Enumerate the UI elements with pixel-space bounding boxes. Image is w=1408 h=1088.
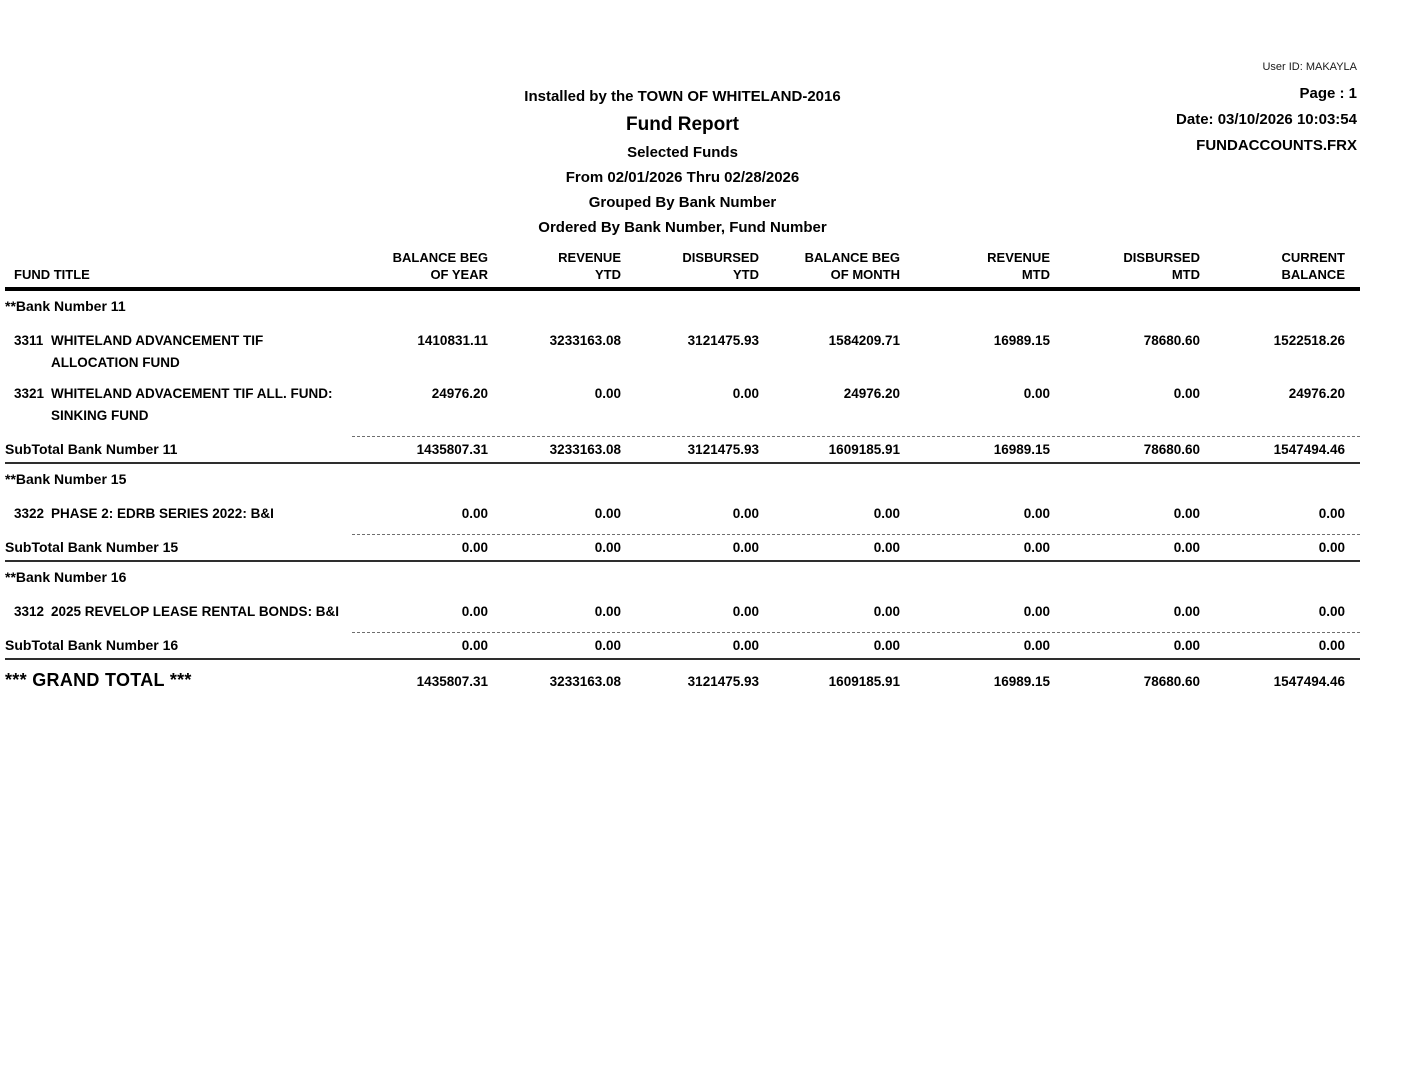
cell-current-balance: 1522518.26 <box>1273 333 1345 348</box>
fund-number: 3311 <box>14 333 44 348</box>
cell-balance-beg-year: 0.00 <box>461 638 488 653</box>
subtotal-row-bank-15 <box>5 534 1360 562</box>
report-file-name: FUNDACCOUNTS.FRX <box>1196 137 1357 154</box>
cell-revenue-mtd: 0.00 <box>1023 604 1050 619</box>
cell-balance-beg-year: 24976.20 <box>431 386 488 401</box>
installed-by-line: Installed by the TOWN OF WHITELAND-2016 <box>524 88 841 105</box>
report-meta-block <box>1176 61 1357 159</box>
cell-revenue-mtd: 0.00 <box>1023 638 1050 653</box>
header-rule <box>5 287 1360 291</box>
fund-row-3322 <box>5 503 1360 525</box>
report-title: Fund Report <box>626 114 739 135</box>
cell-revenue-ytd: 0.00 <box>594 638 621 653</box>
cell-current-balance: 0.00 <box>1318 604 1345 619</box>
cell-revenue-ytd: 3233163.08 <box>549 333 621 348</box>
col-header-balance-beg-month: BALANCE BEG OF MONTH <box>804 250 900 282</box>
fund-number: 3322 <box>14 506 45 521</box>
subtotal-row-bank-11 <box>5 436 1360 464</box>
subtotal-dashed-rule <box>352 632 1360 633</box>
subtotal-label: SubTotal Bank Number 15 <box>5 539 179 555</box>
report-subtitle: Selected Funds <box>627 144 738 161</box>
cell-current-balance: 0.00 <box>1318 540 1345 555</box>
cell-disbursed-mtd: 78680.60 <box>1143 442 1200 457</box>
cell-disbursed-mtd: 0.00 <box>1173 638 1200 653</box>
cell-balance-beg-month: 0.00 <box>873 638 900 653</box>
cell-disbursed-ytd: 0.00 <box>732 386 759 401</box>
col-header-current-balance: CURRENT BALANCE <box>1281 250 1345 282</box>
cell-disbursed-ytd: 0.00 <box>732 604 759 619</box>
subtotal-dashed-rule <box>352 534 1360 535</box>
subtotal-label: SubTotal Bank Number 16 <box>5 637 179 653</box>
fund-title: WHITELAND ADVANCEMENT TIF ALLOCATION FUND <box>51 333 264 370</box>
cell-disbursed-ytd: 0.00 <box>732 540 759 555</box>
fund-number: 3312 <box>14 604 45 619</box>
cell-disbursed-mtd: 0.00 <box>1173 604 1200 619</box>
cell-disbursed-mtd: 78680.60 <box>1143 333 1200 348</box>
cell-balance-beg-month: 0.00 <box>873 506 900 521</box>
col-header-revenue-ytd: REVENUE YTD <box>558 250 621 282</box>
bank-group-header-15: **Bank Number 15 <box>5 471 127 487</box>
cell-revenue-ytd: 0.00 <box>594 506 621 521</box>
cell-revenue-mtd: 0.00 <box>1023 540 1050 555</box>
cell-revenue-ytd: 0.00 <box>594 386 621 401</box>
cell-balance-beg-year: 0.00 <box>461 604 488 619</box>
page-number: Page : 1 <box>1299 85 1357 102</box>
subtotal-row-bank-16 <box>5 632 1360 660</box>
cell-disbursed-ytd: 0.00 <box>732 506 759 521</box>
cell-revenue-mtd: 16989.15 <box>993 674 1050 689</box>
fund-row-3312 <box>5 601 1360 623</box>
cell-revenue-ytd: 3233163.08 <box>549 674 621 689</box>
cell-disbursed-ytd: 0.00 <box>732 638 759 653</box>
grand-total-row <box>5 665 1360 691</box>
cell-disbursed-ytd: 3121475.93 <box>687 674 759 689</box>
fund-title: 2025 REVELOP LEASE RENTAL BONDS: B&I <box>51 604 340 619</box>
col-header-fund-title: FUND TITLE <box>14 267 90 282</box>
cell-balance-beg-year: 1435807.31 <box>416 674 488 689</box>
cell-current-balance: 24976.20 <box>1288 386 1345 401</box>
report-content <box>5 0 1360 1088</box>
cell-disbursed-mtd: 78680.60 <box>1143 674 1200 689</box>
report-date-range: From 02/01/2026 Thru 02/28/2026 <box>565 169 800 186</box>
report-date: Date: 03/10/2026 10:03:54 <box>1176 111 1357 128</box>
cell-revenue-ytd: 0.00 <box>594 540 621 555</box>
cell-balance-beg-month: 1584209.71 <box>828 333 900 348</box>
cell-balance-beg-month: 1609185.91 <box>828 442 900 457</box>
fund-row-3321 <box>5 383 1360 427</box>
col-header-revenue-mtd: REVENUE MTD <box>987 250 1050 282</box>
fund-title: PHASE 2: EDRB SERIES 2022: B&I <box>51 506 274 521</box>
cell-current-balance: 1547494.46 <box>1273 442 1345 457</box>
col-header-balance-beg-year: BALANCE BEG OF YEAR <box>392 250 488 282</box>
fund-row-3311 <box>5 330 1360 374</box>
cell-current-balance: 0.00 <box>1318 638 1345 653</box>
cell-revenue-mtd: 0.00 <box>1023 506 1050 521</box>
cell-revenue-mtd: 0.00 <box>1023 386 1050 401</box>
cell-disbursed-ytd: 3121475.93 <box>687 442 759 457</box>
ordered-by-line: Ordered By Bank Number, Fund Number <box>538 219 827 236</box>
cell-current-balance: 1547494.46 <box>1273 674 1345 689</box>
cell-disbursed-mtd: 0.00 <box>1173 540 1200 555</box>
cell-revenue-mtd: 16989.15 <box>993 442 1050 457</box>
grand-total-label: *** GRAND TOTAL *** <box>5 670 192 690</box>
cell-revenue-ytd: 3233163.08 <box>549 442 621 457</box>
cell-balance-beg-month: 0.00 <box>873 540 900 555</box>
cell-disbursed-mtd: 0.00 <box>1173 506 1200 521</box>
bank-group-header-11: **Bank Number 11 <box>5 298 126 314</box>
cell-balance-beg-year: 0.00 <box>461 540 488 555</box>
subtotal-dashed-rule <box>352 436 1360 437</box>
subtotal-label: SubTotal Bank Number 11 <box>5 441 178 457</box>
cell-balance-beg-year: 1435807.31 <box>416 442 488 457</box>
col-header-disbursed-ytd: DISBURSED YTD <box>682 250 759 282</box>
cell-revenue-ytd: 0.00 <box>594 604 621 619</box>
report-header <box>5 0 1360 240</box>
cell-balance-beg-year: 0.00 <box>461 506 488 521</box>
cell-balance-beg-month: 0.00 <box>873 604 900 619</box>
cell-balance-beg-month: 1609185.91 <box>828 674 900 689</box>
cell-current-balance: 0.00 <box>1318 506 1345 521</box>
fund-table <box>5 249 1360 691</box>
cell-balance-beg-year: 1410831.11 <box>417 333 488 348</box>
bank-group-header-16: **Bank Number 16 <box>5 569 127 585</box>
cell-disbursed-mtd: 0.00 <box>1173 386 1200 401</box>
cell-revenue-mtd: 16989.15 <box>993 333 1050 348</box>
user-id: User ID: MAKAYLA <box>1262 61 1357 73</box>
cell-disbursed-ytd: 3121475.93 <box>687 333 759 348</box>
col-header-disbursed-mtd: DISBURSED MTD <box>1123 250 1200 282</box>
grouped-by-line: Grouped By Bank Number <box>588 194 777 211</box>
cell-balance-beg-month: 24976.20 <box>843 386 900 401</box>
table-header-row <box>5 249 1360 283</box>
fund-title: WHITELAND ADVACEMENT TIF ALL. FUND: SINKING FUND <box>51 386 333 423</box>
fund-number: 3321 <box>14 386 45 401</box>
